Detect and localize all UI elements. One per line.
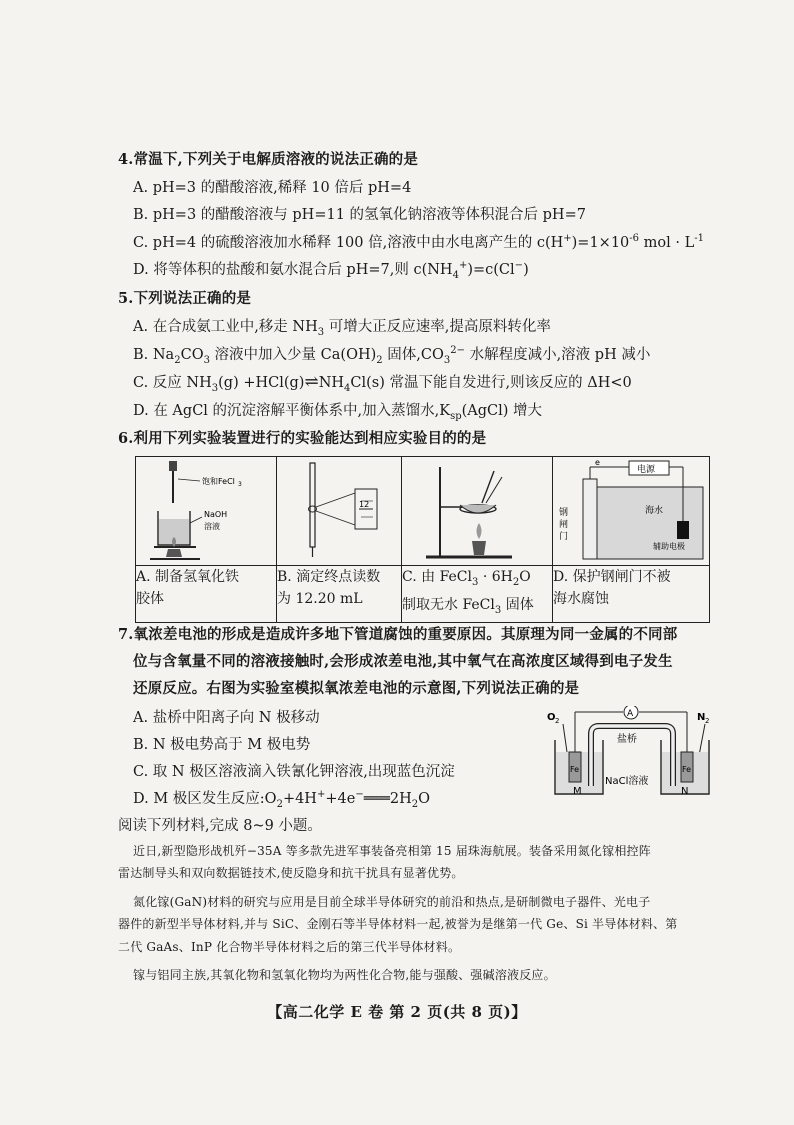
page-footer: 【高二化学 E 卷 第 2 页(共 8 页)】 — [267, 1003, 527, 1021]
q4-option-d: D. 将等体积的盐酸和氨水混合后 pH=7,则 $c(NH_4^+)=c(Cl^-)$ — [133, 260, 529, 281]
colloid-apparatus-icon — [136, 457, 276, 565]
q4-option-b: B. pH=3 的醋酸溶液与 pH=11 的氢氧化钠溶液等体积混合后 pH=7 — [133, 207, 586, 223]
q5-option-b: B. $Na_2CO_3$ 溶液中加入少量 $Ca(OH)_2$ 固体$,CO_3^{2-}$ 水解程度减小,溶液 pH 减小 — [133, 345, 651, 366]
svg-text:N: N — [697, 712, 706, 723]
reading-intro: 阅读下列材料,完成 8~9 小题。 — [118, 818, 322, 834]
svg-text:钢: 钢 — [559, 508, 569, 518]
q5-stem: 5.下列说法正确的是 — [118, 290, 252, 307]
q7-option-c: C. 取 N 极区溶液滴入铁氰化钾溶液,出现蓝色沉淀 — [133, 764, 455, 780]
q7-stem-line3: 还原反应。右图为实验室模拟氧浓差电池的示意图,下列说法正确的是 — [133, 680, 580, 697]
experiment-table — [135, 456, 710, 623]
svg-text:2: 2 — [705, 717, 710, 725]
caption-d: D. 保护钢闸门不被 海水腐蚀 — [553, 566, 710, 623]
apparatus-a — [136, 457, 277, 566]
apparatus-c — [402, 457, 553, 566]
caption-c: C. 由 FeCl$_3$ · $6H_2O$ 制取无水 FeCl$_3$ 固体 — [402, 566, 553, 623]
reading-p2-line3: 二代 GaAs、InP 化合物半导体材料之后的第三代半导体材料。 — [118, 940, 461, 954]
burette-icon — [277, 457, 401, 565]
q5-option-d: D. 在 AgCl 的沉淀溶解平衡体系中,加入蒸馏水$,K_{sp}(AgCl)$ 增大 — [133, 403, 543, 422]
reading-p1-line2: 雷达制导头和双向数据链技术,使反隐身和抗干扰具有显著优势。 — [118, 866, 464, 880]
q4-stem: 4.常温下,下列关于电解质溶液的说法正确的是 — [118, 151, 419, 168]
svg-text:饱和FeCl: 饱和FeCl — [202, 477, 235, 486]
svg-text:Fe: Fe — [570, 765, 580, 774]
apparatus-d — [553, 457, 710, 566]
svg-text:N: N — [681, 786, 689, 797]
svg-text:NaOH: NaOH — [204, 510, 228, 519]
evaporation-dish-icon — [402, 457, 552, 565]
svg-text:Fe: Fe — [682, 765, 692, 774]
reading-p1-line1: 近日,新型隐形战机歼−35A 等多款先进军事装备亮相第 15 届珠海航展。装备采用氮化镓相控阵 — [133, 844, 651, 858]
q6-stem: 6.利用下列实验装置进行的实验能达到相应实验目的的是 — [118, 430, 487, 447]
reading-p2-line1: 氮化镓(GaN)材料的研究与应用是目前全球半导体研究的前沿和热点,是研制微电子器件、光电子 — [133, 895, 651, 909]
svg-text:辅助电极: 辅助电极 — [653, 542, 685, 551]
reading-p3: 镓与铝同主族,其氧化物和氢氧化物均为两性化合物,能与强酸、强碱溶液反应。 — [133, 968, 556, 982]
caption-b: B. 滴定终点读数 为 12.20 mL — [277, 566, 402, 623]
q4-option-a: A. pH=3 的醋酸溶液,稀释 10 倍后 pH=4 — [133, 180, 412, 196]
svg-text:溶液: 溶液 — [204, 522, 220, 531]
q7-stem-line1: 7.氧浓差电池的形成是造成许多地下管道腐蚀的重要原因。其原理为同一金属的不同部 — [118, 626, 678, 643]
q5-option-c: C. 反应 $NH_3(g)$ $+HCl(g)\rightleftharpoons NH_4Cl(s)$ 常温下能自发进行,则该反应的 ΔH<0 — [133, 372, 632, 394]
caption-a: A. 制备氢氧化铁 胶体 — [136, 566, 277, 623]
q4-option-c: C. pH=4 的硫酸溶液加水稀释 100 倍,溶液中由水电离产生的 $c(H^+)=1\times 10^{-6}$ mol · $L^{-1}$ — [133, 233, 704, 251]
apparatus-b — [277, 457, 402, 566]
cathodic-protection-icon — [553, 457, 709, 565]
q7-option-a: A. 盐桥中阳离子向 N 极移动 — [133, 710, 320, 726]
svg-text:海水: 海水 — [645, 506, 664, 516]
svg-text:2: 2 — [555, 717, 560, 725]
reading-p2-line2: 器件的新型半导体材料,并与 SiC、金刚石等半导体材料一起,被誉为是继第一代 Ge、Si 半导体材料、第 — [118, 917, 678, 931]
q5-option-a: A. 在合成氨工业中,移走 $NH_3$ 可增大正反应速率,提高原料转化率 — [133, 319, 551, 338]
concentration-cell-diagram — [545, 706, 720, 802]
svg-text:闸: 闸 — [559, 520, 569, 530]
svg-text:O: O — [547, 712, 556, 723]
svg-text:e: e — [595, 458, 600, 467]
svg-text:门: 门 — [559, 532, 569, 542]
q7-stem-line2: 位与含氧量不同的溶液接触时,会形成浓差电池,其中氧气在高浓度区域得到电子发生 — [133, 653, 673, 670]
q7-option-b: B. N 极电势高于 M 极电势 — [133, 737, 311, 753]
svg-text:盐桥: 盐桥 — [617, 734, 637, 745]
svg-text:A: A — [627, 709, 634, 719]
q7-option-d: D. M 极区发生反应$:O_2+4H^++4e^-═══2H_2O$ — [133, 789, 431, 810]
svg-text:电源: 电源 — [637, 465, 656, 475]
svg-text:12: 12 — [359, 500, 370, 509]
svg-text:M: M — [573, 786, 582, 797]
svg-text:3: 3 — [238, 481, 242, 488]
svg-text:NaCl溶液: NaCl溶液 — [605, 776, 649, 787]
